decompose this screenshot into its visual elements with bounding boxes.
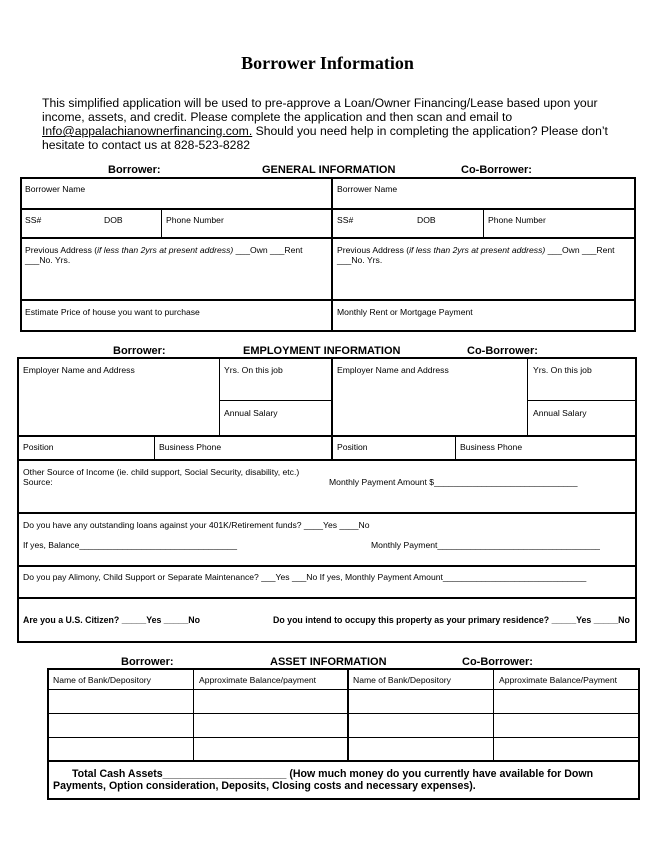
borrower-dob-field[interactable]: DOB: [104, 215, 123, 225]
general-section-title: GENERAL INFORMATION: [262, 164, 396, 176]
asset-cell[interactable]: [350, 691, 492, 712]
asset-cell[interactable]: [49, 739, 192, 759]
coborrower-annual-salary-field[interactable]: Annual Salary: [533, 408, 587, 418]
alimony-question[interactable]: Do you pay Alimony, Child Support or Separate Maintenance? ___Yes ___No If yes, Monthly Payment Amount______________________________: [23, 572, 587, 582]
asset-section-title: ASSET INFORMATION: [270, 656, 387, 668]
coborrower-previous-address-field[interactable]: [337, 245, 615, 255]
intro-text-contact: Should you need help in completing the application? Please don’t hesitate to contact us at 828-523-8282: [42, 124, 608, 152]
prev-addr-label: Previous Address (: [25, 245, 98, 255]
email-link[interactable]: Info@appalachianownerfinancing.com.: [42, 124, 253, 138]
other-income-label: Other Source of Income (ie. child support, Social Security, disability, etc.): [23, 467, 300, 477]
borrower-ss-field[interactable]: SS#: [25, 215, 42, 225]
general-coborrower-header: Co-Borrower:: [461, 164, 532, 176]
total-cash-assets-field[interactable]: Total Cash Assets_____________________ (How much money do you currently have available for Down: [72, 768, 594, 780]
loan-monthly-payment-field[interactable]: Monthly Payment__________________________________: [371, 540, 600, 550]
prev-addr-note: if less than 2yrs at present address): [97, 245, 234, 255]
own-rent-options: ___Own ___Rent: [545, 245, 615, 255]
borrower-yrs-on-job-field[interactable]: Yrs. On this job: [224, 365, 283, 375]
total-cash-assets-note: Payments, Option consideration, Deposits, Closing costs and necessary expenses).: [53, 780, 476, 792]
other-income-source-field[interactable]: Source:: [23, 477, 53, 487]
coborrower-name-field[interactable]: Borrower Name: [337, 184, 398, 194]
asset-col-balance-1: Approximate Balance/payment: [199, 675, 317, 685]
coborrower-employer-field[interactable]: Employer Name and Address: [337, 365, 449, 375]
asset-cell[interactable]: [495, 739, 638, 759]
asset-cell[interactable]: [49, 715, 192, 736]
general-borrower-header: Borrower:: [108, 164, 161, 176]
coborrower-position-field[interactable]: Position: [337, 442, 368, 452]
coborrower-dob-field[interactable]: DOB: [417, 215, 436, 225]
borrower-annual-salary-field[interactable]: Annual Salary: [224, 408, 278, 418]
borrower-employer-field[interactable]: Employer Name and Address: [23, 365, 135, 375]
intro-paragraph: [42, 96, 622, 152]
coborrower-yrs-on-job-field[interactable]: Yrs. On this job: [533, 365, 592, 375]
intro-text: This simplified application will be used to pre-approve a Loan/Owner Financing/Lease based upon your income, assets, and credit. Please complete the application and then scan and email to: [42, 96, 598, 124]
coborrower-ss-field[interactable]: SS#: [337, 215, 354, 225]
asset-cell[interactable]: [195, 691, 346, 712]
asset-col-bank-2: Name of Bank/Depository: [353, 675, 451, 685]
citizen-question[interactable]: Are you a U.S. Citizen? _____Yes _____No: [23, 615, 200, 625]
borrower-position-field[interactable]: Position: [23, 442, 54, 452]
borrower-business-phone-field[interactable]: Business Phone: [159, 442, 222, 452]
employment-borrower-header: Borrower:: [113, 345, 166, 357]
asset-coborrower-header: Co-Borrower:: [462, 656, 533, 668]
employment-section-title: EMPLOYMENT INFORMATION: [243, 345, 401, 357]
occupy-question[interactable]: Do you intend to occupy this property as your primary residence? _____Yes _____No: [273, 615, 630, 625]
estimate-price-field[interactable]: Estimate Price of house you want to purchase: [25, 307, 200, 317]
asset-cell[interactable]: [495, 715, 638, 736]
borrower-no-yrs-field[interactable]: ___No. Yrs.: [25, 255, 71, 265]
prev-addr-note: if less than 2yrs at present address): [409, 245, 546, 255]
coborrower-phone-field[interactable]: Phone Number: [488, 215, 546, 225]
asset-col-balance-2: Approximate Balance/Payment: [499, 675, 617, 685]
monthly-rent-field[interactable]: Monthly Rent or Mortgage Payment: [337, 307, 473, 317]
coborrower-business-phone-field[interactable]: Business Phone: [460, 442, 523, 452]
employment-coborrower-header: Co-Borrower:: [467, 345, 538, 357]
other-income-monthly-amount-field[interactable]: Monthly Payment Amount $______________________________: [329, 477, 578, 487]
loan-balance-field[interactable]: If yes, Balance_________________________________: [23, 540, 238, 550]
asset-cell[interactable]: [195, 715, 346, 736]
prev-addr-label: Previous Address (: [337, 245, 410, 255]
coborrower-no-yrs-field[interactable]: ___No. Yrs.: [337, 255, 383, 265]
asset-cell[interactable]: [49, 691, 192, 712]
asset-cell[interactable]: [350, 715, 492, 736]
borrower-name-field[interactable]: Borrower Name: [25, 184, 86, 194]
asset-col-bank-1: Name of Bank/Depository: [53, 675, 151, 685]
asset-cell[interactable]: [195, 739, 346, 759]
page-title: Borrower Information: [241, 53, 414, 73]
borrower-previous-address-field[interactable]: [25, 245, 303, 255]
own-rent-options: ___Own ___Rent: [233, 245, 303, 255]
retirement-loans-question[interactable]: Do you have any outstanding loans against your 401K/Retirement funds? ____Yes ____No: [23, 520, 370, 530]
asset-borrower-header: Borrower:: [121, 656, 174, 668]
asset-cell[interactable]: [350, 739, 492, 759]
asset-cell[interactable]: [495, 691, 638, 712]
borrower-phone-field[interactable]: Phone Number: [166, 215, 224, 225]
